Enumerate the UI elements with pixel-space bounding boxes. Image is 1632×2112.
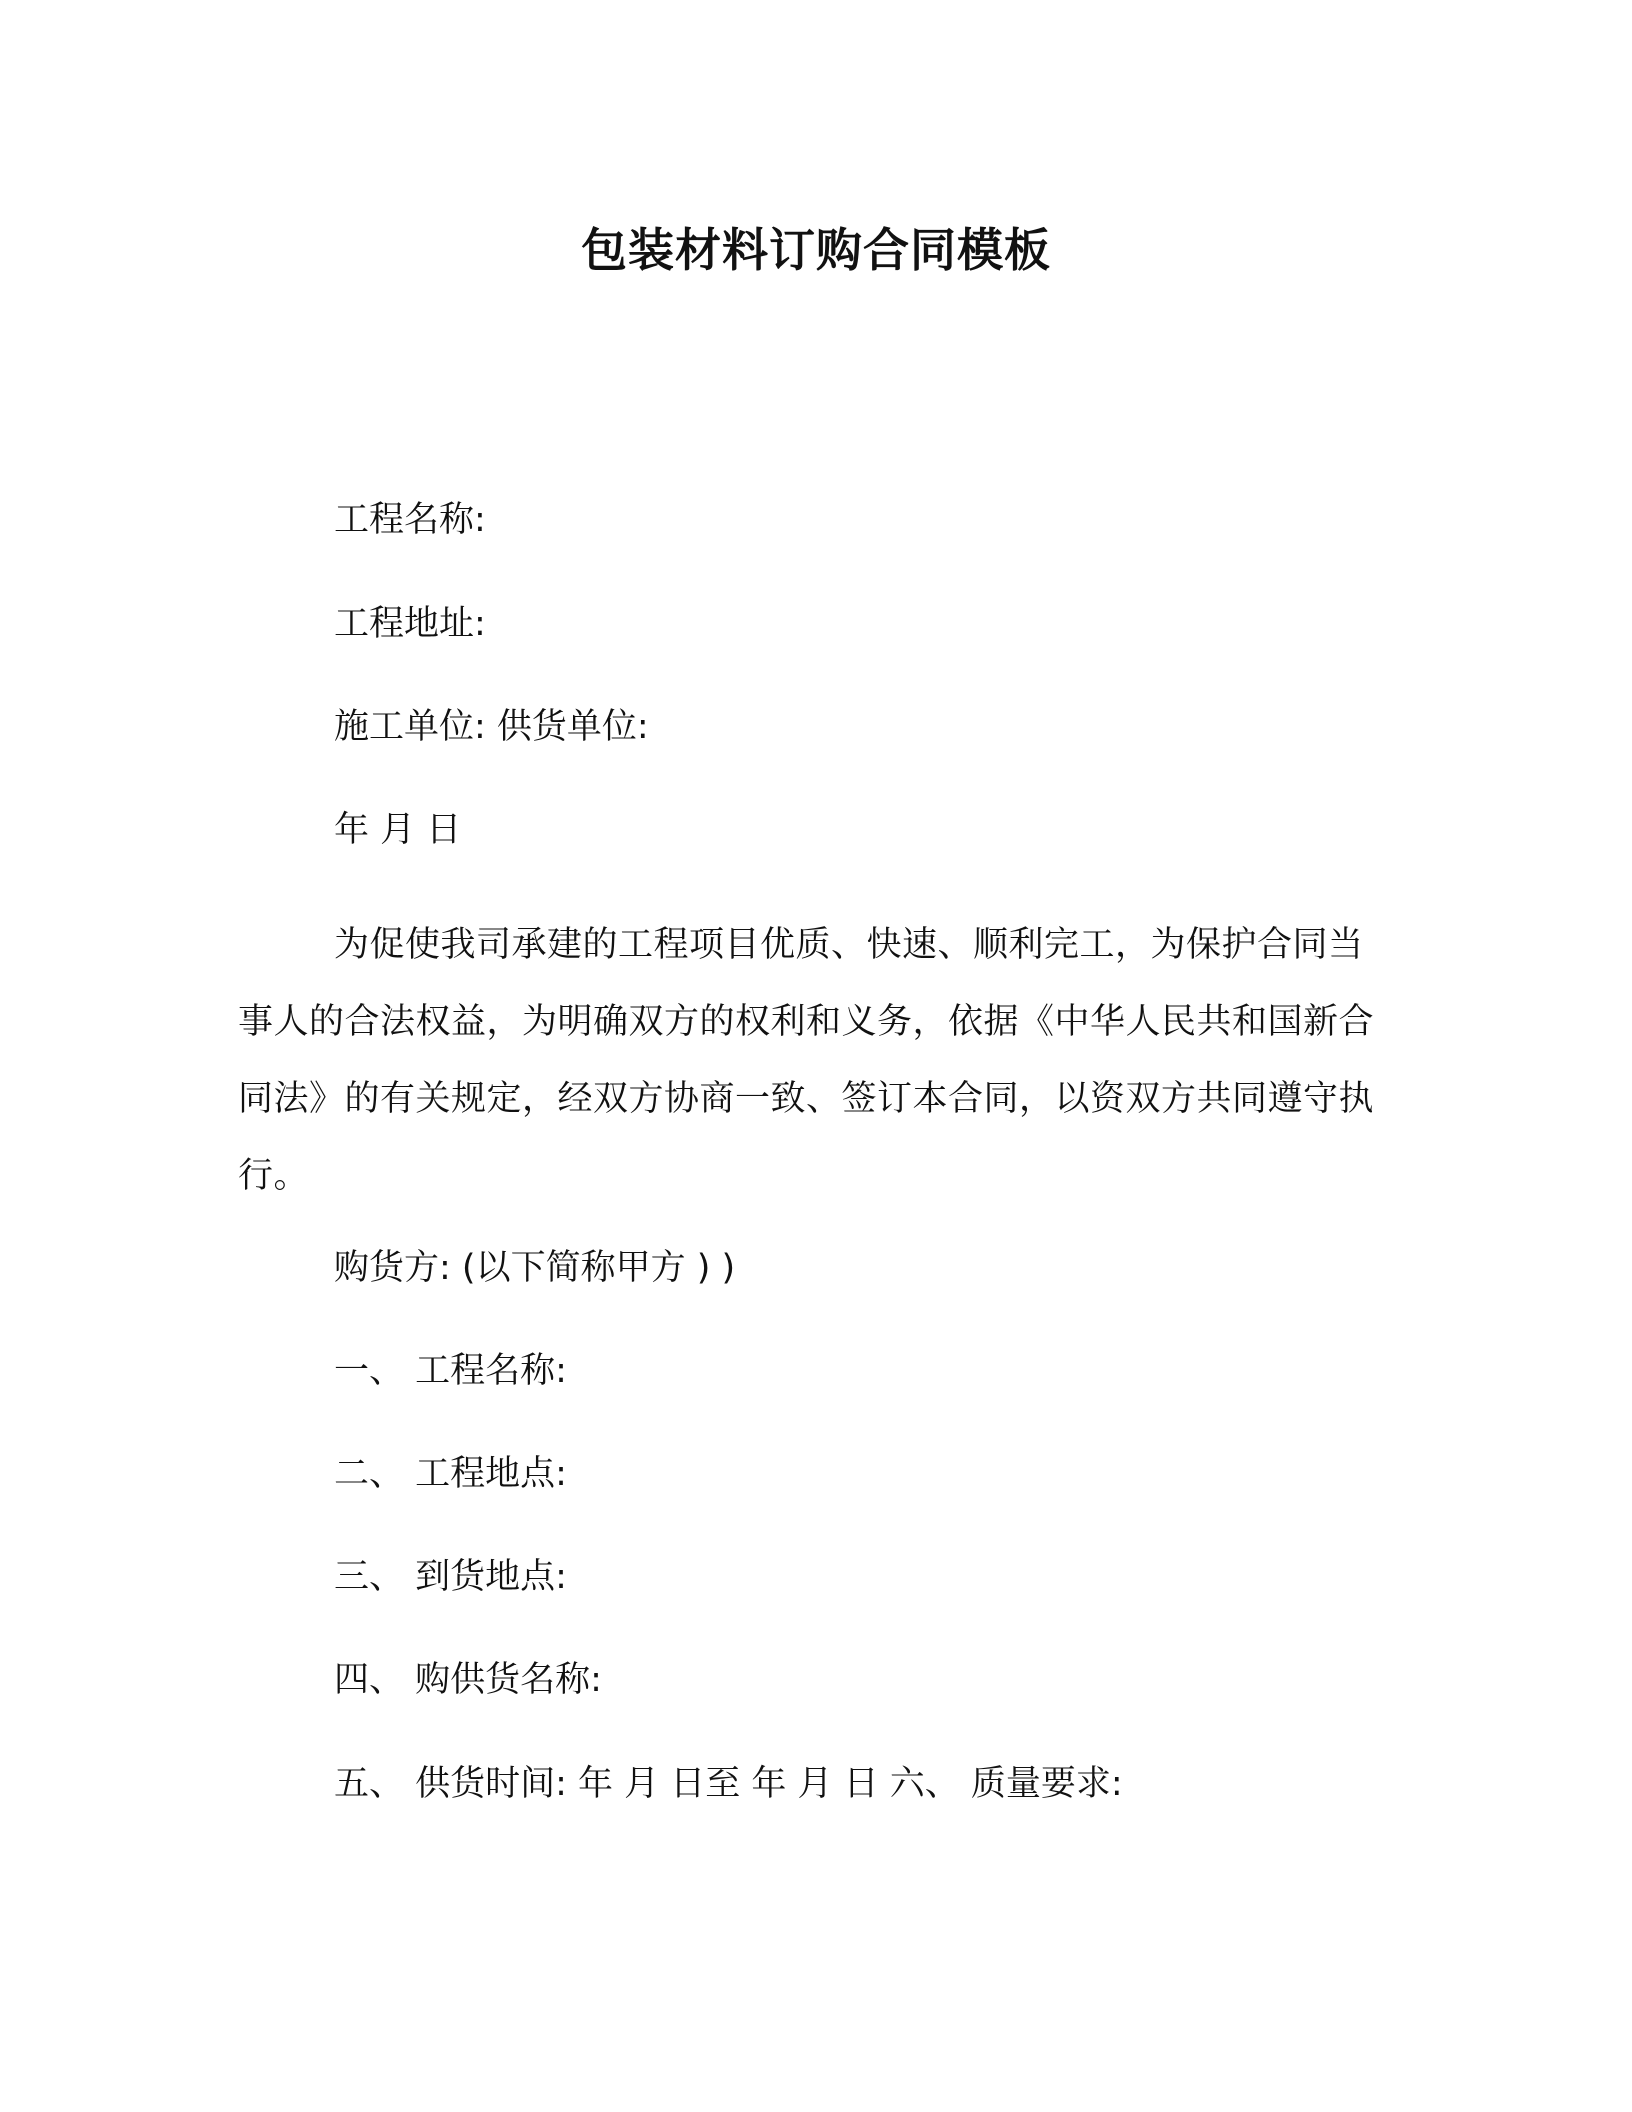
clause-3: 三、 到货地点: bbox=[334, 1557, 567, 1597]
buyer-line: 购货方: (以下简称甲方 ) ) bbox=[334, 1248, 736, 1288]
clause-1: 一、 工程名称: bbox=[334, 1351, 567, 1391]
clause-4: 四、 购供货名称: bbox=[334, 1660, 602, 1700]
field-date: 年 月 日 bbox=[334, 810, 462, 850]
field-project-address: 工程地址: bbox=[334, 604, 486, 644]
field-project-name: 工程名称: bbox=[334, 500, 486, 540]
preamble-paragraph: 为促使我司承建的工程项目优质、快速、顺利完工，为保护合同当事人的合法权益，为明确双方的权利和义务，依据《中华人民共和国新合同法》的有关规定，经双方协商一致、签订本合同，以资双方共同遵守执行。 bbox=[238, 925, 1375, 1196]
field-construction-and-supplier: 施工单位: 供货单位: bbox=[334, 707, 649, 747]
clause-5: 五、 供货时间: 年 月 日至 年 月 日 六、 质量要求: bbox=[334, 1764, 1123, 1804]
clause-2: 二、 工程地点: bbox=[334, 1454, 567, 1494]
document-title: 包装材料订购合同模板 bbox=[581, 223, 1051, 277]
